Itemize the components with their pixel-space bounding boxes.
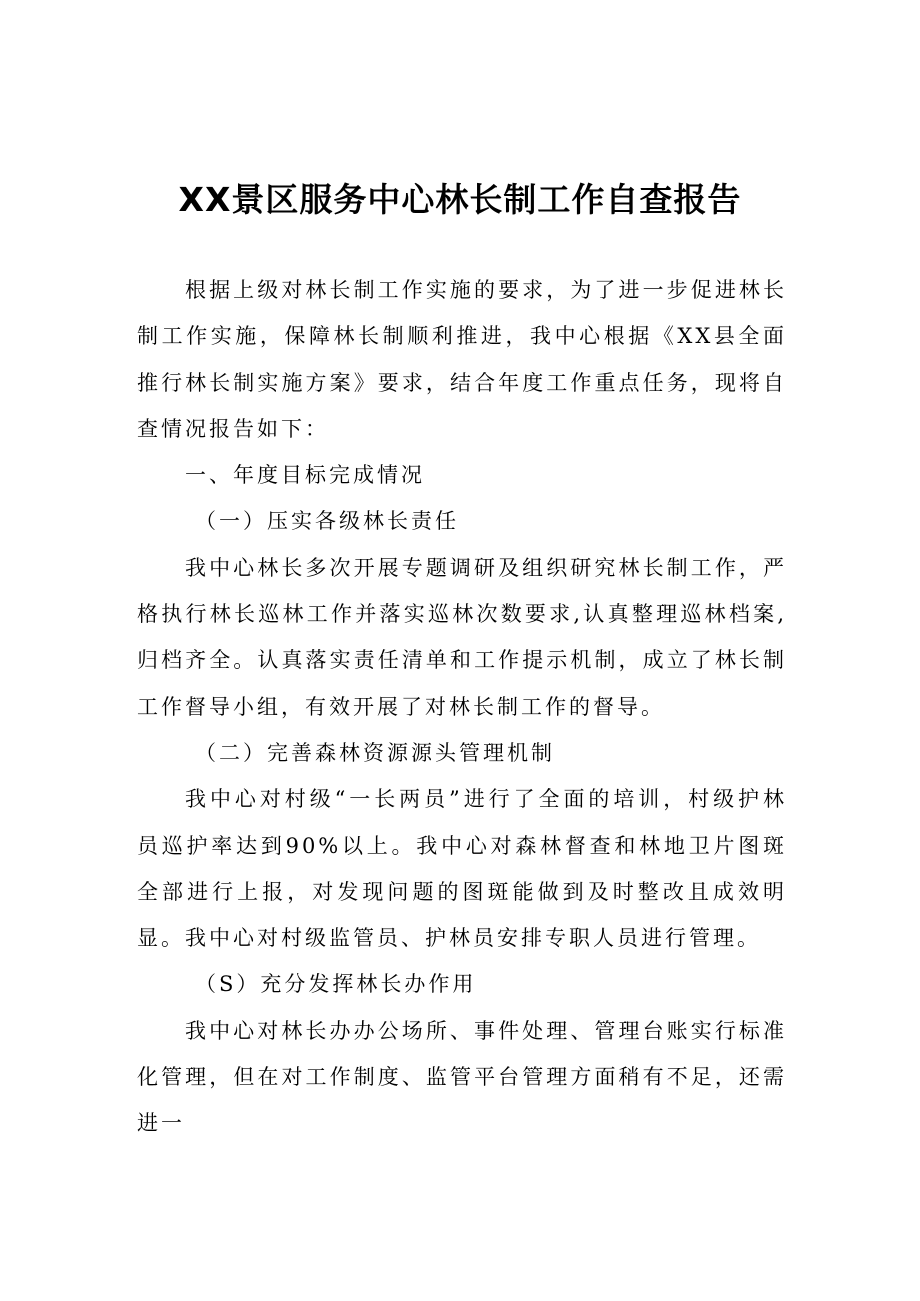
section-heading-1: 一、年度目标完成情况: [185, 463, 425, 488]
document-title: XX景区服务中心林长制工作自查报告: [178, 180, 742, 219]
subsection-heading-1: （一）压实各级林长责任: [195, 509, 459, 534]
intro-paragraph: 根据上级对林长制工作实施的要求，为了进一步促进林长制工作实施，保障林长制顺利推进，我中心根据《XX县全面推行林长制实施方案》要求，结合年度工作重点任务，现将自查情况报告如下：: [137, 278, 787, 441]
body-paragraph-2: 我中心对村级“一长两员”进行了全面的培训，村级护林员巡护率达到90%以上。我中心对森林督查和林地卫片图斑全部进行上报，对发现问题的图斑能做到及时整改且成效明显。我中心对村级监管员、护林员安排专职人员进行管理。: [137, 787, 787, 951]
subsection-heading-2: （二）完善森林资源源头管理机制: [195, 740, 555, 765]
body-paragraph-3: 我中心对林长办办公场所、事件处理、管理台账实行标准化管理，但在对工作制度、监管平台管理方面稍有不足，还需进一: [137, 1018, 787, 1136]
body-paragraph-1: 我中心林长多次开展专题调研及组织研究林长制工作，严格执行林长巡林工作并落实巡林次数要求,认真整理巡林档案,归档齐全。认真落实责任清单和工作提示机制，成立了林长制工作督导小组，有效开展了对林长制工作的督导。: [137, 555, 787, 719]
document-body: [137, 267, 787, 1147]
subsection-heading-3: （S）充分发挥林长办作用: [195, 972, 477, 997]
